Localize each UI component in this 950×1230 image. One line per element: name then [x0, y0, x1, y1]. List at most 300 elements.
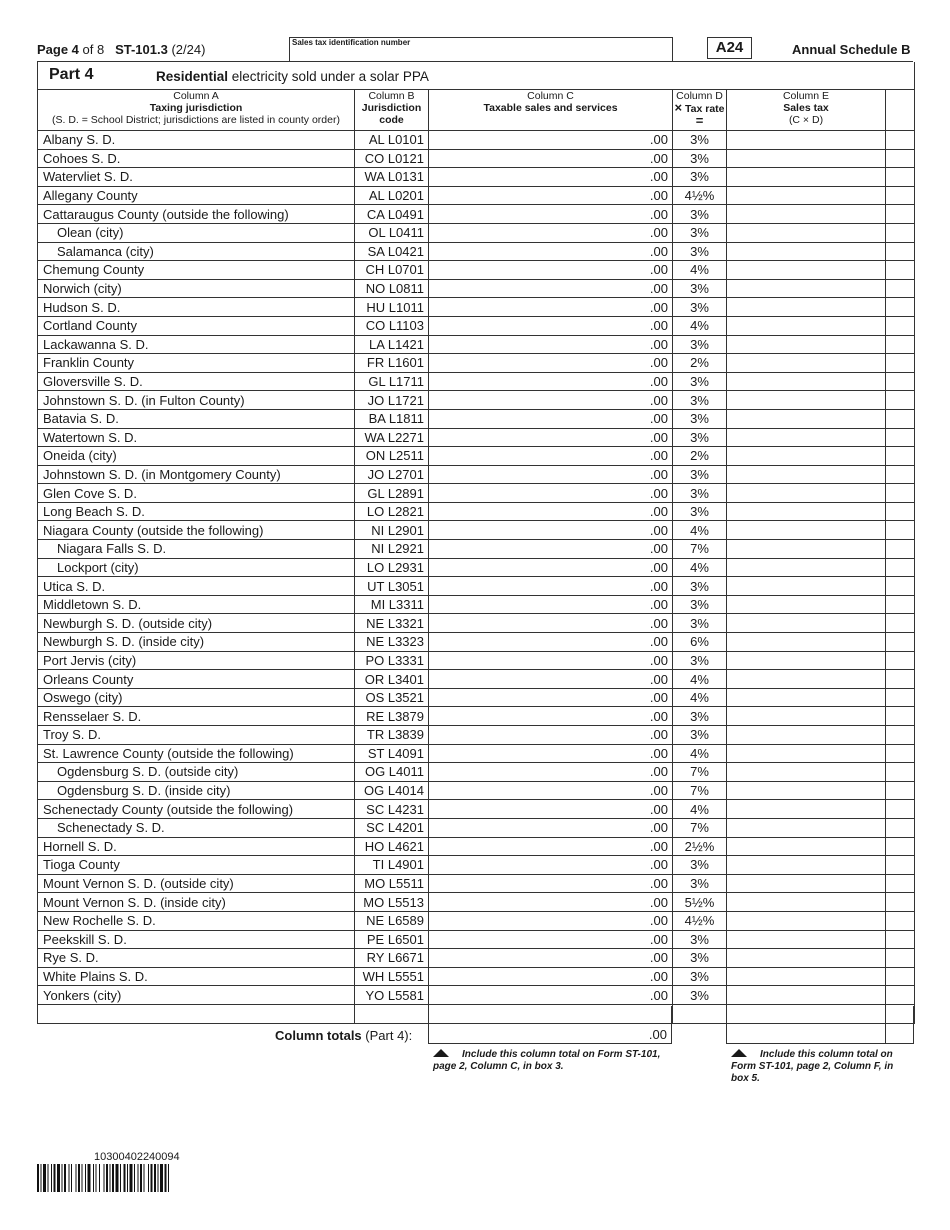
taxable-sales-field[interactable]: .00 — [429, 131, 673, 150]
jurisdiction-code: UT L3051 — [355, 577, 429, 596]
sales-tax-field[interactable] — [727, 540, 886, 559]
sales-tax-id-label: Sales tax identification number — [292, 38, 411, 47]
jurisdiction-name: Tioga County — [38, 856, 355, 875]
taxable-sales-field[interactable]: .00 — [429, 800, 673, 819]
arrow-up-icon — [731, 1049, 747, 1057]
tax-rate: 6% — [673, 633, 727, 652]
table-row — [38, 223, 915, 242]
sales-tax-field[interactable] — [727, 223, 886, 242]
sales-tax-cents-field[interactable] — [886, 595, 915, 614]
sales-tax-cents-field[interactable] — [886, 744, 915, 763]
table-body — [38, 131, 915, 1024]
tax-rate: 7% — [673, 781, 727, 800]
sales-tax-cents-field[interactable] — [886, 354, 915, 373]
sales-tax-field[interactable] — [727, 986, 886, 1005]
table-row — [38, 911, 915, 930]
sales-tax-field[interactable] — [727, 447, 886, 466]
column-c-total-field[interactable] — [428, 1006, 672, 1044]
column-f-total-cents[interactable] — [885, 1006, 914, 1044]
tax-rate: 3% — [673, 168, 727, 187]
page-label: Page 4 — [37, 42, 79, 57]
taxable-sales-field[interactable]: .00 — [429, 428, 673, 447]
tax-rate: 3% — [673, 707, 727, 726]
table-row — [38, 428, 915, 447]
jurisdiction-code: WH L5551 — [355, 967, 429, 986]
sales-tax-field[interactable] — [727, 354, 886, 373]
page-header — [37, 42, 205, 57]
jurisdiction-code: OS L3521 — [355, 688, 429, 707]
sales-tax-cents-field[interactable] — [886, 763, 915, 782]
sales-tax-field[interactable] — [727, 818, 886, 837]
table-row — [38, 781, 915, 800]
sales-tax-cents-field[interactable] — [886, 874, 915, 893]
sales-tax-field[interactable] — [727, 874, 886, 893]
tax-rate: 3% — [673, 298, 727, 317]
column-c-title: Taxable sales and services — [483, 102, 618, 114]
sales-tax-field[interactable] — [727, 614, 886, 633]
tax-rate: 4% — [673, 316, 727, 335]
jurisdiction-name: Peekskill S. D. — [38, 930, 355, 949]
jurisdiction-code: CO L1103 — [355, 316, 429, 335]
taxable-sales-field[interactable]: .00 — [429, 726, 673, 745]
sales-tax-field[interactable] — [727, 558, 886, 577]
column-d-title: Tax rate — [685, 103, 725, 115]
jurisdiction-code: MI L3311 — [355, 595, 429, 614]
sales-tax-field[interactable] — [727, 335, 886, 354]
taxable-sales-field[interactable]: .00 — [429, 186, 673, 205]
table-row — [38, 744, 915, 763]
jurisdiction-name: Mount Vernon S. D. (outside city) — [38, 874, 355, 893]
sales-tax-field[interactable] — [727, 428, 886, 447]
column-e-col: Column E — [782, 90, 830, 102]
taxable-sales-field[interactable]: .00 — [429, 595, 673, 614]
jurisdiction-code: TR L3839 — [355, 726, 429, 745]
part-desc-rest: electricity sold under a solar PPA — [231, 69, 429, 84]
sales-tax-id-field[interactable] — [289, 37, 673, 62]
jurisdiction-name: White Plains S. D. — [38, 967, 355, 986]
tax-rate: 4% — [673, 521, 727, 540]
column-e-note: (C × D) — [788, 114, 824, 126]
table-row — [38, 614, 915, 633]
taxable-sales-field[interactable]: .00 — [429, 298, 673, 317]
taxable-sales-field[interactable]: .00 — [429, 744, 673, 763]
sales-tax-field[interactable] — [727, 502, 886, 521]
part-label: Part 4 — [49, 66, 94, 83]
tax-rate: 3% — [673, 856, 727, 875]
taxable-sales-field[interactable]: .00 — [429, 279, 673, 298]
sales-tax-cents-field[interactable] — [886, 837, 915, 856]
column-e-total-field[interactable] — [726, 1006, 885, 1044]
form-id: ST-101.3 — [115, 42, 168, 57]
table-row — [38, 484, 915, 503]
taxable-sales-field[interactable]: .00 — [429, 540, 673, 559]
sales-tax-field[interactable] — [727, 781, 886, 800]
tax-rate: 3% — [673, 409, 727, 428]
column-e-title: Sales tax — [783, 102, 829, 114]
jurisdiction-name: Chemung County — [38, 261, 355, 280]
jurisdiction-code: LO L2931 — [355, 558, 429, 577]
sales-tax-cents-field[interactable] — [886, 540, 915, 559]
table-row — [38, 354, 915, 373]
tax-rate: 3% — [673, 651, 727, 670]
sales-tax-field[interactable] — [727, 465, 886, 484]
taxable-sales-field[interactable]: .00 — [429, 949, 673, 968]
form-code-box: A24 — [707, 37, 752, 59]
table-header-row — [38, 90, 915, 131]
sales-tax-cents-field[interactable] — [886, 205, 915, 224]
jurisdiction-name: Oswego (city) — [38, 688, 355, 707]
sales-tax-cents-field[interactable] — [886, 781, 915, 800]
taxable-sales-field[interactable]: .00 — [429, 986, 673, 1005]
sales-tax-cents-field[interactable] — [886, 391, 915, 410]
taxable-sales-field[interactable]: .00 — [429, 837, 673, 856]
sales-tax-cents-field[interactable] — [886, 372, 915, 391]
barcode-icon — [37, 1164, 249, 1192]
sales-tax-cents-field[interactable] — [886, 614, 915, 633]
part-desc-bold: Residential — [156, 69, 229, 84]
sales-tax-cents-field[interactable] — [886, 223, 915, 242]
jurisdiction-name: Lackawanna S. D. — [38, 335, 355, 354]
taxable-sales-field[interactable]: .00 — [429, 168, 673, 187]
jurisdiction-name: Gloversville S. D. — [38, 372, 355, 391]
sales-tax-cents-field[interactable] — [886, 428, 915, 447]
table-row — [38, 540, 915, 559]
column-a-col: Column A — [173, 90, 219, 102]
table-row — [38, 577, 915, 596]
tax-rate: 4% — [673, 744, 727, 763]
arrow-up-icon — [433, 1049, 449, 1057]
column-a-title: Taxing jurisdiction — [149, 102, 243, 114]
sales-tax-field[interactable] — [727, 633, 886, 652]
taxable-sales-field[interactable]: .00 — [429, 930, 673, 949]
schedule-table — [37, 89, 915, 1024]
sales-tax-field[interactable] — [727, 242, 886, 261]
jurisdiction-name: Glen Cove S. D. — [38, 484, 355, 503]
sales-tax-field[interactable] — [727, 800, 886, 819]
taxable-sales-field[interactable]: .00 — [429, 205, 673, 224]
sales-tax-field[interactable] — [727, 688, 886, 707]
tax-rate: 3% — [673, 874, 727, 893]
column-totals-area — [37, 1006, 914, 1044]
tax-rate: 3% — [673, 484, 727, 503]
jurisdiction-code: HU L1011 — [355, 298, 429, 317]
table-row — [38, 279, 915, 298]
table-row — [38, 726, 915, 745]
tax-rate: 3% — [673, 428, 727, 447]
part-title-bar — [37, 62, 915, 89]
table-row — [38, 633, 915, 652]
jurisdiction-name: Oneida (city) — [38, 447, 355, 466]
sales-tax-cents-field[interactable] — [886, 986, 915, 1005]
sales-tax-cents-field[interactable] — [886, 502, 915, 521]
tax-rate: 3% — [673, 242, 727, 261]
taxable-sales-field[interactable]: .00 — [429, 484, 673, 503]
sales-tax-cents-field[interactable] — [886, 242, 915, 261]
tax-rate: 5½% — [673, 893, 727, 912]
table-row — [38, 874, 915, 893]
sales-tax-cents-field[interactable] — [886, 447, 915, 466]
sales-tax-field[interactable] — [727, 261, 886, 280]
sales-tax-field[interactable] — [727, 205, 886, 224]
column-c-note-text: Include this column total on Form ST-101, page 2, Column C, in box 3. — [433, 1049, 661, 1072]
sales-tax-field[interactable] — [727, 707, 886, 726]
table-row — [38, 670, 915, 689]
column-totals-label-rest: (Part 4): — [365, 1028, 413, 1043]
sales-tax-cents-field[interactable] — [886, 726, 915, 745]
tax-rate: 3% — [673, 335, 727, 354]
tax-rate: 2% — [673, 447, 727, 466]
sales-tax-field[interactable] — [727, 298, 886, 317]
table-row — [38, 707, 915, 726]
sales-tax-cents-field[interactable] — [886, 651, 915, 670]
taxable-sales-field[interactable]: .00 — [429, 670, 673, 689]
jurisdiction-code: PE L6501 — [355, 930, 429, 949]
jurisdiction-code: BA L1811 — [355, 409, 429, 428]
sales-tax-field[interactable] — [727, 168, 886, 187]
sales-tax-cents-field[interactable] — [886, 465, 915, 484]
jurisdiction-code: LA L1421 — [355, 335, 429, 354]
table-row — [38, 521, 915, 540]
taxable-sales-field[interactable]: .00 — [429, 763, 673, 782]
taxable-sales-field[interactable]: .00 — [429, 651, 673, 670]
sales-tax-field[interactable] — [727, 409, 886, 428]
jurisdiction-name: Niagara County (outside the following) — [38, 521, 355, 540]
sales-tax-cents-field[interactable] — [886, 856, 915, 875]
jurisdiction-name: Hornell S. D. — [38, 837, 355, 856]
jurisdiction-name: Olean (city) — [38, 223, 355, 242]
sales-tax-field[interactable] — [727, 930, 886, 949]
sales-tax-field[interactable] — [727, 372, 886, 391]
sales-tax-field[interactable] — [727, 186, 886, 205]
taxable-sales-field[interactable]: .00 — [429, 633, 673, 652]
sales-tax-field[interactable] — [727, 726, 886, 745]
equals-icon: = — [695, 113, 704, 128]
tax-rate: 4% — [673, 800, 727, 819]
jurisdiction-name: Cattaraugus County (outside the following) — [38, 205, 355, 224]
jurisdiction-code: CO L0121 — [355, 149, 429, 168]
taxable-sales-field[interactable]: .00 — [429, 818, 673, 837]
sales-tax-cents-field[interactable] — [886, 949, 915, 968]
sales-tax-cents-field[interactable] — [886, 633, 915, 652]
sales-tax-cents-field[interactable] — [886, 800, 915, 819]
jurisdiction-code: PO L3331 — [355, 651, 429, 670]
jurisdiction-name: Allegany County — [38, 186, 355, 205]
sales-tax-field[interactable] — [727, 744, 886, 763]
tax-rate: 3% — [673, 465, 727, 484]
table-row — [38, 298, 915, 317]
sales-tax-field[interactable] — [727, 595, 886, 614]
taxable-sales-field[interactable]: .00 — [429, 688, 673, 707]
jurisdiction-name: Schenectady S. D. — [38, 818, 355, 837]
taxable-sales-field[interactable]: .00 — [429, 391, 673, 410]
table-row — [38, 688, 915, 707]
sales-tax-cents-field[interactable] — [886, 168, 915, 187]
table-row — [38, 800, 915, 819]
sales-tax-cents-field[interactable] — [886, 670, 915, 689]
sales-tax-cents-field[interactable] — [886, 484, 915, 503]
sales-tax-cents-field[interactable] — [886, 521, 915, 540]
tax-rate: 2½% — [673, 837, 727, 856]
sales-tax-cents-field[interactable] — [886, 409, 915, 428]
tax-rate: 3% — [673, 131, 727, 150]
jurisdiction-name: Johnstown S. D. (in Montgomery County) — [38, 465, 355, 484]
jurisdiction-code: RY L6671 — [355, 949, 429, 968]
column-c-total-note — [433, 1049, 678, 1073]
taxable-sales-field[interactable]: .00 — [429, 354, 673, 373]
tax-rate: 4% — [673, 670, 727, 689]
taxable-sales-field[interactable]: .00 — [429, 465, 673, 484]
sales-tax-cents-field[interactable] — [886, 558, 915, 577]
table-row — [38, 595, 915, 614]
jurisdiction-code: NE L3323 — [355, 633, 429, 652]
taxable-sales-field[interactable]: .00 — [429, 502, 673, 521]
tax-rate: 7% — [673, 818, 727, 837]
table-row — [38, 502, 915, 521]
sales-tax-field[interactable] — [727, 911, 886, 930]
sales-tax-field[interactable] — [727, 763, 886, 782]
sales-tax-cents-field[interactable] — [886, 577, 915, 596]
column-e-note-text: Include this column total on Form ST-101, page 2, Column F, in box 5. — [731, 1049, 894, 1084]
taxable-sales-field[interactable]: .00 — [429, 781, 673, 800]
table-row — [38, 893, 915, 912]
taxable-sales-field[interactable]: .00 — [429, 521, 673, 540]
column-totals-label — [275, 1028, 412, 1043]
sales-tax-field[interactable] — [727, 651, 886, 670]
part-description — [156, 69, 429, 84]
jurisdiction-name: New Rochelle S. D. — [38, 911, 355, 930]
jurisdiction-code: OL L0411 — [355, 223, 429, 242]
column-b-header — [355, 90, 429, 131]
sales-tax-field[interactable] — [727, 131, 886, 150]
taxable-sales-field[interactable]: .00 — [429, 558, 673, 577]
tax-rate: 3% — [673, 205, 727, 224]
sales-tax-cents-field[interactable] — [886, 967, 915, 986]
table-row — [38, 186, 915, 205]
column-b-title: Jurisdiction code — [361, 102, 422, 126]
sales-tax-field[interactable] — [727, 967, 886, 986]
jurisdiction-name: Newburgh S. D. (outside city) — [38, 614, 355, 633]
sales-tax-cents-field[interactable] — [886, 298, 915, 317]
jurisdiction-code: JO L1721 — [355, 391, 429, 410]
jurisdiction-name: Batavia S. D. — [38, 409, 355, 428]
taxable-sales-field[interactable]: .00 — [429, 242, 673, 261]
jurisdiction-code: HO L4621 — [355, 837, 429, 856]
barcode-number: 10300402240094 — [94, 1151, 180, 1163]
taxable-sales-field[interactable]: .00 — [429, 874, 673, 893]
table-row — [38, 242, 915, 261]
taxable-sales-field[interactable]: .00 — [429, 577, 673, 596]
taxable-sales-field[interactable]: .00 — [429, 261, 673, 280]
jurisdiction-name: Newburgh S. D. (inside city) — [38, 633, 355, 652]
jurisdiction-code: YO L5581 — [355, 986, 429, 1005]
tax-rate: 3% — [673, 279, 727, 298]
jurisdiction-name: Rensselaer S. D. — [38, 707, 355, 726]
taxable-sales-field[interactable]: .00 — [429, 911, 673, 930]
sales-tax-cents-field[interactable] — [886, 930, 915, 949]
sales-tax-field[interactable] — [727, 149, 886, 168]
sales-tax-cents-field[interactable] — [886, 131, 915, 150]
sales-tax-field[interactable] — [727, 837, 886, 856]
taxable-sales-field[interactable]: .00 — [429, 409, 673, 428]
taxable-sales-field[interactable]: .00 — [429, 967, 673, 986]
taxable-sales-field[interactable]: .00 — [429, 149, 673, 168]
sales-tax-field[interactable] — [727, 391, 886, 410]
tax-rate: 3% — [673, 577, 727, 596]
table-row — [38, 391, 915, 410]
taxable-sales-field[interactable]: .00 — [429, 447, 673, 466]
sales-tax-field[interactable] — [727, 893, 886, 912]
tax-rate: 7% — [673, 763, 727, 782]
jurisdiction-code: MO L5511 — [355, 874, 429, 893]
table-row — [38, 967, 915, 986]
jurisdiction-code: SA L0421 — [355, 242, 429, 261]
sales-tax-cents-field[interactable] — [886, 688, 915, 707]
sales-tax-cents-field[interactable] — [886, 335, 915, 354]
sales-tax-field[interactable] — [727, 484, 886, 503]
sales-tax-cents-field[interactable] — [886, 707, 915, 726]
tax-rate: 3% — [673, 614, 727, 633]
sales-tax-field[interactable] — [727, 949, 886, 968]
tax-rate: 4% — [673, 688, 727, 707]
sales-tax-cents-field[interactable] — [886, 818, 915, 837]
sales-tax-field[interactable] — [727, 521, 886, 540]
jurisdiction-name: Cortland County — [38, 316, 355, 335]
taxable-sales-field[interactable]: .00 — [429, 856, 673, 875]
tax-rate: 4½% — [673, 911, 727, 930]
sales-tax-field[interactable] — [727, 856, 886, 875]
table-row — [38, 409, 915, 428]
jurisdiction-code: OG L4014 — [355, 781, 429, 800]
jurisdiction-name: Utica S. D. — [38, 577, 355, 596]
sales-tax-field[interactable] — [727, 316, 886, 335]
sales-tax-cents-field[interactable] — [886, 911, 915, 930]
taxable-sales-field[interactable]: .00 — [429, 614, 673, 633]
table-row — [38, 763, 915, 782]
table-row — [38, 949, 915, 968]
sales-tax-cents-field[interactable] — [886, 316, 915, 335]
table-row — [38, 651, 915, 670]
sales-tax-field[interactable] — [727, 279, 886, 298]
sales-tax-cents-field[interactable] — [886, 186, 915, 205]
jurisdiction-code: JO L2701 — [355, 465, 429, 484]
table-row — [38, 465, 915, 484]
table-row — [38, 837, 915, 856]
sales-tax-field[interactable] — [727, 670, 886, 689]
sales-tax-cents-field[interactable] — [886, 261, 915, 280]
jurisdiction-code: AL L0101 — [355, 131, 429, 150]
taxable-sales-field[interactable]: .00 — [429, 893, 673, 912]
jurisdiction-code: ON L2511 — [355, 447, 429, 466]
taxable-sales-field[interactable]: .00 — [429, 316, 673, 335]
column-b-col: Column B — [368, 90, 415, 102]
sales-tax-field[interactable] — [727, 577, 886, 596]
jurisdiction-code: CH L0701 — [355, 261, 429, 280]
jurisdiction-name: Franklin County — [38, 354, 355, 373]
column-d-header — [673, 90, 727, 131]
jurisdiction-code: NI L2901 — [355, 521, 429, 540]
sales-tax-cents-field[interactable] — [886, 893, 915, 912]
jurisdiction-name: Cohoes S. D. — [38, 149, 355, 168]
taxable-sales-field[interactable]: .00 — [429, 707, 673, 726]
taxable-sales-field[interactable]: .00 — [429, 372, 673, 391]
table-row — [38, 558, 915, 577]
taxable-sales-field[interactable]: .00 — [429, 223, 673, 242]
taxable-sales-field[interactable]: .00 — [429, 335, 673, 354]
sales-tax-cents-field[interactable] — [886, 149, 915, 168]
table-row — [38, 316, 915, 335]
sales-tax-cents-field[interactable] — [886, 279, 915, 298]
column-a-header — [38, 90, 355, 131]
